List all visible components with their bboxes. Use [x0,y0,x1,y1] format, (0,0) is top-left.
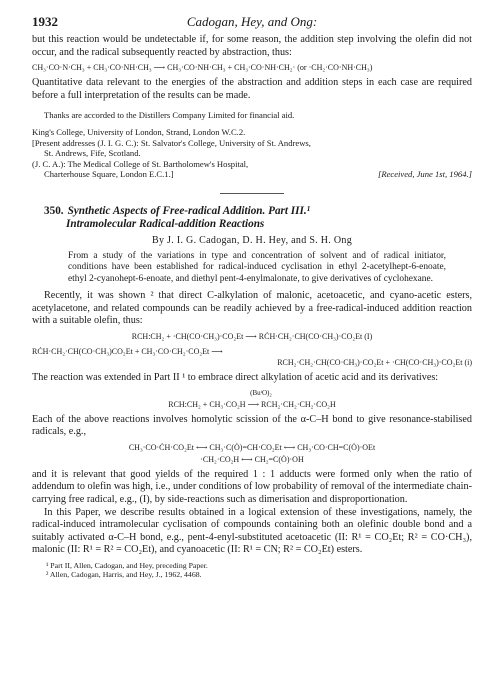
affiliation-line: King's College, University of London, Strand, London W.C.2. [32,126,246,137]
body-paragraph: and it is relevant that good yields of the required 1 : 1 adducts were formed only when the ratio of addendum to olefin was high, i.e., under conditions of low probability of removal of the intermediate chain-carrying free radical, e.g., (I), by side-reactions such as dimerisation and disproportionation. [32,468,472,505]
equation-3-catalyst: (BuᵗO)₂ [250,388,272,397]
article-title [44,205,472,231]
article-title-line2: Intramolecular Radical-addition Reactions [66,217,265,230]
running-header [32,14,472,34]
journal-page [32,14,472,580]
equation-1: RCH:CH₂ + ·CH(CO·CH₃)·CO₂Et ⟶ RĊH·CH₂·CH(CO·CH₃)·CO₂Et (I) [131,331,373,341]
article-number: 350. [44,204,64,217]
intro-paragraph: but this reaction would be undetectable if, for some reason, the addition step involving the olefin did not occur, and the radical subsequently reacted by abstraction, thus: [32,34,472,58]
article-abstract: From a study of the variations in type and concentration of solvent and of radical initiator, conditions have been established for radical-induced cyclisation in ethyl 2-acetylhept-6-enoate, ethyl 2-cyanohept-6-enoate, and diethyl pent-4-enylmalonate, to give derivatives of cyclohexane. [68,250,446,284]
equation-abstraction: CH₃·CO·N·CH₃ + CH₃·CO·NH·CH₃ ⟶ CH₃·CO·NH·CH₃ + CH₃·CO·NH·CH₂· (or ·CH₂·CO·NH·CH₃) [32,63,373,73]
received-date: [Received, June 1st, 1964.] [377,169,472,180]
equation-2b: RCH₂·CH₂·CH(CO·CH₃)·CO₂Et + ·CH(CO·CH₃)·CO₂Et (i) [277,357,472,367]
footnote-1: ¹ Part II, Allen, Cadogan, and Hey, preceding Paper. [46,560,208,570]
acknowledgement: Thanks are accorded to the Distillers Company Limited for financial aid. [44,110,295,121]
equation-4b: ·CH₂·CO₂H ⟷ CH₂=C(Ȯ)·OH [200,454,304,464]
body-paragraph: Each of the above reactions involves homolytic scission of the α-C–H bond to give resonance-stabilised radicals, e.g., [32,413,472,438]
affiliation-line: St. Andrews, Fife, Scotland. [44,148,141,159]
affiliation-line: (J. C. A.): The Medical College of St. Bartholomew's Hospital, [32,158,249,169]
equation-3: RCH:CH₂ + CH₃·CO₂H ⟶ RCH₂·CH₂·CH₂·CO₂H [168,399,336,409]
footnote-2: ² Allen, Cadogan, Harris, and Hey, J., 1962, 4468. [46,570,202,580]
equation-4a: CH₃·CO·ĊH·CO₂Et ⟷ CH₃·C(Ȯ)=CH·CO₂Et ⟷ CH₃·CO·CH=C(Ȯ)·OEt [128,442,376,452]
body-paragraph: The reaction was extended in Part II ¹ to embrace direct alkylation of acetic acid and its derivatives: [32,371,439,383]
footnotes [32,561,472,580]
body-paragraph: Recently, it was shown ² that direct C-alkylation of malonic, acetoacetic, and cyano-acetic esters, acetylacetone, and related compounds can be readily achieved by a free-radical-induced addition reaction with a suitable olefin, thus: [32,290,472,327]
body-paragraph: In this Paper, we describe results obtained in a logical extension of these investigations, namely, the radical-induced intramolecular cyclisation of compounds containing both an olefinic double bond and a suitably activated α-C–H bond, e.g., pent-4-enyl-substituted acetoacetic (II: R¹ = CO₂Et; R² = CO·CH₃), malonic (II: R¹ = R² = CO₂Et), and cyanoacetic (II: R¹ = CN; R² = CO₂Et) esters. [32,506,472,556]
article-title-line1: Synthetic Aspects of Free-radical Addition. Part III.¹ [67,204,311,217]
section-divider [220,193,284,194]
affiliation-line [32,169,472,180]
affiliation-line-text: Charterhouse Square, London E.C.1.] [44,169,174,180]
quantitative-paragraph: Quantitative data relevant to the energies of the abstraction and addition steps in each case are required before a full interpretation of the results can be made. [32,77,472,101]
affiliation-line: [Present addresses (J. I. G. C.): St. Salvator's College, University of St. Andrews, [32,137,311,148]
running-title: Cadogan, Hey, and Ong: [186,14,318,29]
page-number: 1932 [32,14,58,29]
equation-2a: RĊH·CH₂·CH(CO·CH₃)CO₂Et + CH₃·CO·CH₂·CO₂Et ⟶ [32,346,223,356]
affiliation [32,127,472,180]
article-authors: By J. I. G. Cadogan, D. H. Hey, and S. H. Ong [151,234,353,246]
